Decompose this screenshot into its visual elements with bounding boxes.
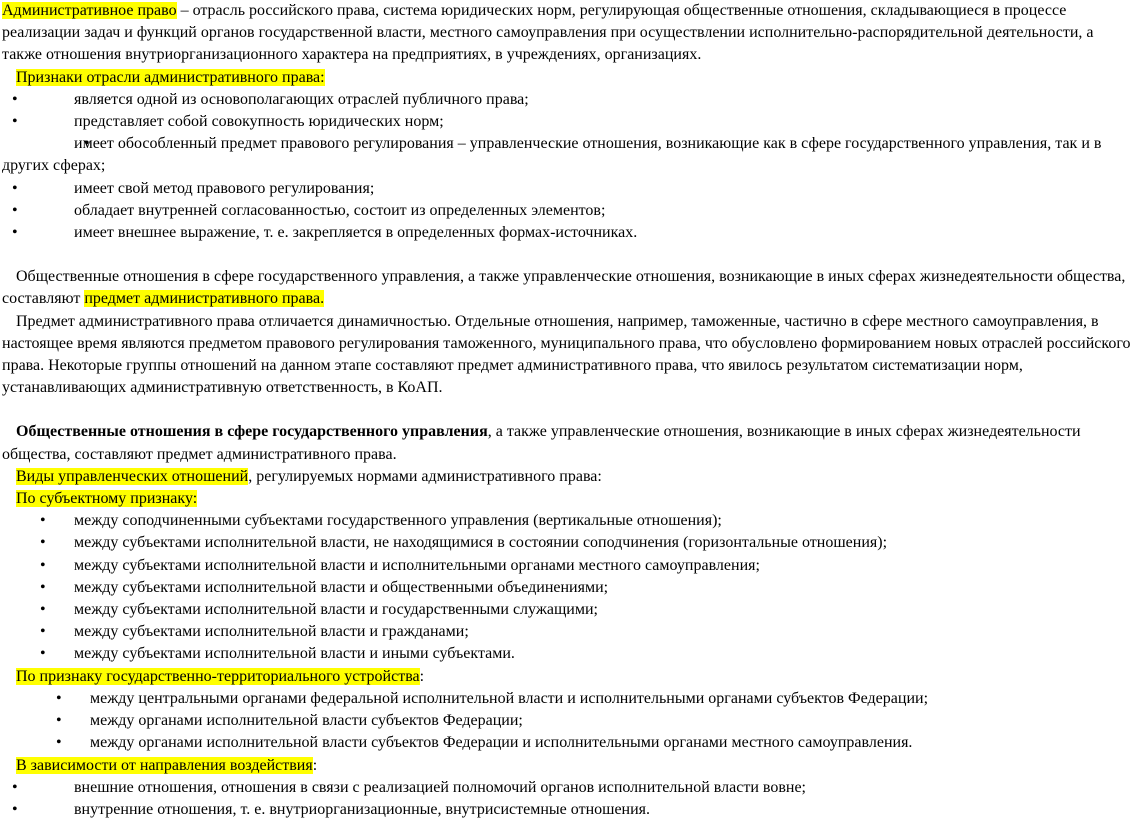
list-item: • между органами исполнительной власти субъектов Федерации; bbox=[2, 710, 1135, 732]
by-subject-list bbox=[2, 510, 1135, 665]
signs-list bbox=[2, 89, 1135, 244]
list-item: • внутренние отношения, т. е. внутриорганизационные, внутрисистемные отношения. bbox=[2, 799, 1135, 821]
list-item: • имеет обособленный предмет правового регулирования – управленческие отношения, возникающие как в сфере государственного управления, так и в других сферах; bbox=[2, 133, 1135, 177]
list-item: • между субъектами исполнительной власти и иными субъектами. bbox=[2, 643, 1135, 665]
relations-bold: Общественные отношения в сфере государственного управления bbox=[16, 423, 488, 441]
by-territory-heading-line bbox=[2, 666, 1135, 688]
types-text: , регулируемых нормами административного права: bbox=[248, 467, 602, 485]
by-direction-heading: В зависимости от направления воздействия bbox=[16, 756, 313, 774]
list-item: • представляет собой совокупность юридических норм; bbox=[2, 111, 1135, 133]
dynamics-paragraph: Предмет административного права отличается динамичностью. Отдельные отношения, например, таможенные, частично в сфере местного самоуправления, в настоящее время являются предметом правового регулирования таможенного, муниципального права, что обусловлено формированием новых отраслей российского права. Некоторые группы отношений на данном этапе составляют предмет административного права, что явилось результатом систематизации норм, устанавливающих административную ответственность, в КоАП. bbox=[2, 312, 1131, 397]
spacer bbox=[2, 399, 1135, 421]
list-item: • обладает внутренней согласованностью, состоит из определенных элементов; bbox=[2, 200, 1135, 222]
relations-paragraph bbox=[2, 421, 1135, 465]
by-subject-heading: По субъектному признаку: bbox=[16, 490, 198, 508]
subject-paragraph bbox=[2, 266, 1135, 310]
signs-heading-line bbox=[2, 67, 1135, 89]
list-item: • имеет свой метод правового регулирования; bbox=[2, 178, 1135, 200]
list-item: • между субъектами исполнительной власти и исполнительными органами местного самоуправления; bbox=[2, 555, 1135, 577]
list-item: • является одной из основополагающих отраслей публичного права; bbox=[2, 89, 1135, 111]
term-highlight: Административное право bbox=[2, 2, 177, 19]
list-item: • между субъектами исполнительной власти и государственными служащими; bbox=[2, 599, 1135, 621]
types-line bbox=[2, 466, 1135, 488]
relations-text: , а также управленческие отношения, возникающие в иных сферах жизнедеятельности общества, составляют предмет административного права. bbox=[2, 423, 1081, 463]
list-item: • имеет внешнее выражение, т. е. закрепляется в определенных формах-источниках. bbox=[2, 222, 1135, 244]
list-item: • между центральными органами федеральной исполнительной власти и исполнительными органами субъектов Федерации; bbox=[2, 688, 1135, 710]
types-highlight: Виды управленческих отношений bbox=[16, 467, 249, 485]
by-territory-list bbox=[2, 688, 1135, 755]
list-item: • между органами исполнительной власти субъектов Федерации и исполнительными органами местного самоуправления. bbox=[2, 732, 1135, 754]
list-item: • между субъектами исполнительной власти и гражданами; bbox=[2, 621, 1135, 643]
by-direction-heading-line bbox=[2, 755, 1135, 777]
list-item: • внешние отношения, отношения в связи с реализацией полномочий органов исполнительной власти вовне; bbox=[2, 777, 1135, 799]
by-direction-list bbox=[2, 777, 1135, 821]
definition-text: – отрасль российского права, система юридических норм, регулирующая общественные отношения, складывающиеся в процессе реализации задач и функций органов государственной власти, местного самоуправления при осуществлении исполнительно-распорядительной деятельности, а также отношения внутриорганизационного характера на предприятиях, в учреждениях, организациях. bbox=[2, 2, 1094, 64]
subject-highlight: предмет административного права. bbox=[84, 290, 325, 308]
definition-paragraph bbox=[2, 0, 1135, 67]
list-item: • между соподчиненными субъектами государственного управления (вертикальные отношения); bbox=[2, 510, 1135, 532]
list-item: • между субъектами исполнительной власти, не находящимися в состоянии соподчинения (горизонтальные отношения); bbox=[2, 532, 1135, 554]
by-territory-heading: По признаку государственно-территориального устройства bbox=[16, 667, 420, 685]
list-item: • между субъектами исполнительной власти и общественными объединениями; bbox=[2, 577, 1135, 599]
spacer bbox=[2, 244, 1135, 266]
signs-heading: Признаки отрасли административного права: bbox=[16, 68, 325, 86]
by-direction-suffix: : bbox=[312, 756, 318, 774]
by-subject-heading-line bbox=[2, 488, 1135, 510]
subject-text: Общественные отношения в сфере государственного управления, а также управленческие отношения, возникающие в иных сферах жизнедеятельности общества, составляют bbox=[2, 268, 1126, 308]
by-territory-suffix: : bbox=[419, 667, 425, 685]
